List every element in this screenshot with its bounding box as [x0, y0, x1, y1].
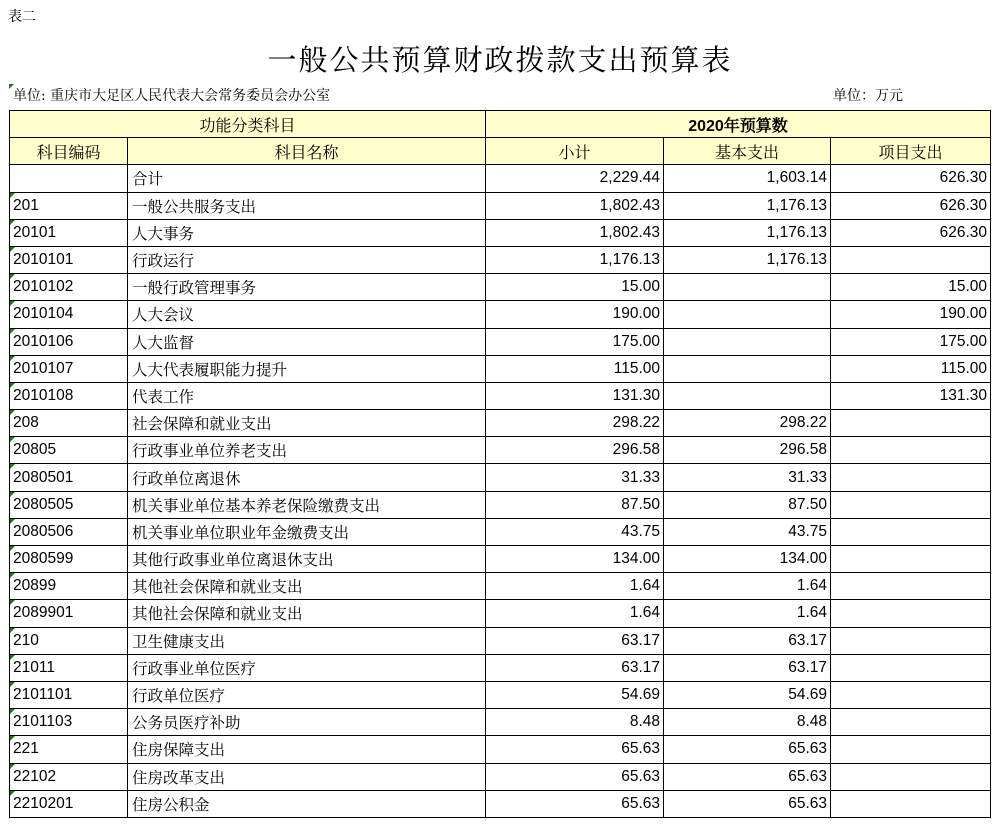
- subtotal-cell: 65.63: [486, 763, 664, 790]
- code-cell: 2080501: [10, 464, 128, 491]
- code-cell: 221: [10, 736, 128, 763]
- code-cell: 2010102: [10, 274, 128, 301]
- project-cell: [831, 410, 991, 437]
- column-header-subtotal: 小计: [486, 138, 664, 165]
- group-header-classification: 功能分类科目: [10, 111, 486, 138]
- subtotal-cell: 54.69: [486, 681, 664, 708]
- code-cell: 2210201: [10, 790, 128, 817]
- table-row: [10, 573, 991, 600]
- basic-cell: 63.17: [664, 627, 831, 654]
- project-cell: [831, 600, 991, 627]
- project-cell: [831, 246, 991, 273]
- code-cell: 2101103: [10, 709, 128, 736]
- subtotal-cell: 1.64: [486, 600, 664, 627]
- code-cell: 2089901: [10, 600, 128, 627]
- project-cell: [831, 627, 991, 654]
- name-cell: 一般行政管理事务: [128, 274, 486, 301]
- name-cell: 行政单位医疗: [128, 681, 486, 708]
- subtotal-cell: 190.00: [486, 301, 664, 328]
- table-row: [10, 246, 991, 273]
- table-row: [10, 219, 991, 246]
- project-cell: [831, 573, 991, 600]
- table-row: [10, 736, 991, 763]
- table-row: [10, 192, 991, 219]
- name-cell: 行政单位离退休: [128, 464, 486, 491]
- table-row: [10, 518, 991, 545]
- name-cell: 机关事业单位基本养老保险缴费支出: [128, 491, 486, 518]
- basic-cell: 1,176.13: [664, 192, 831, 219]
- project-cell: 190.00: [831, 301, 991, 328]
- basic-cell: 1,176.13: [664, 246, 831, 273]
- project-cell: 131.30: [831, 382, 991, 409]
- project-cell: 115.00: [831, 355, 991, 382]
- table-row: [10, 600, 991, 627]
- project-cell: [831, 709, 991, 736]
- name-cell: 人大会议: [128, 301, 486, 328]
- name-cell: 行政事业单位医疗: [128, 654, 486, 681]
- page-title: 一般公共预算财政拨款支出预算表: [267, 43, 733, 77]
- table-row: [10, 546, 991, 573]
- basic-cell: 65.63: [664, 763, 831, 790]
- basic-cell: 43.75: [664, 518, 831, 545]
- subtotal-cell: 63.17: [486, 627, 664, 654]
- project-cell: [831, 681, 991, 708]
- code-cell: 2010107: [10, 355, 128, 382]
- subtotal-cell: 15.00: [486, 274, 664, 301]
- code-cell: 2010108: [10, 382, 128, 409]
- table-row: [10, 274, 991, 301]
- subtotal-cell: 8.48: [486, 709, 664, 736]
- name-cell: 其他行政事业单位离退休支出: [128, 546, 486, 573]
- subtotal-cell: 298.22: [486, 410, 664, 437]
- column-header-basic: 基本支出: [664, 138, 831, 165]
- subtotal-cell: 1,802.43: [486, 219, 664, 246]
- code-cell: 20899: [10, 573, 128, 600]
- name-cell: 人大事务: [128, 219, 486, 246]
- code-cell: 2010106: [10, 328, 128, 355]
- basic-cell: 134.00: [664, 546, 831, 573]
- basic-cell: 8.48: [664, 709, 831, 736]
- name-cell: 公务员医疗补助: [128, 709, 486, 736]
- name-cell: 住房保障支出: [128, 736, 486, 763]
- basic-cell: 298.22: [664, 410, 831, 437]
- code-cell: 21011: [10, 654, 128, 681]
- group-header-budget-year: 2020年预算数: [486, 111, 991, 138]
- subtotal-cell: 175.00: [486, 328, 664, 355]
- basic-cell: 54.69: [664, 681, 831, 708]
- basic-cell: 65.63: [664, 736, 831, 763]
- table-row: [10, 410, 991, 437]
- project-cell: 175.00: [831, 328, 991, 355]
- code-cell: 2010101: [10, 246, 128, 273]
- code-cell: [10, 165, 128, 192]
- code-cell: 210: [10, 627, 128, 654]
- basic-cell: [664, 382, 831, 409]
- table-column-header-row: [10, 138, 991, 165]
- basic-cell: [664, 274, 831, 301]
- table-row: [10, 654, 991, 681]
- project-cell: [831, 654, 991, 681]
- column-header-name: 科目名称: [128, 138, 486, 165]
- code-cell: 22102: [10, 763, 128, 790]
- project-cell: 626.30: [831, 192, 991, 219]
- unit-organization: 单位: 重庆市大足区人民代表大会常务委员会办公室: [13, 88, 331, 104]
- name-cell: 行政运行: [128, 246, 486, 273]
- project-cell: [831, 736, 991, 763]
- project-cell: 626.30: [831, 219, 991, 246]
- name-cell: 其他社会保障和就业支出: [128, 600, 486, 627]
- subtotal-cell: 1.64: [486, 573, 664, 600]
- basic-cell: 1,176.13: [664, 219, 831, 246]
- name-cell: 社会保障和就业支出: [128, 410, 486, 437]
- table-row: [10, 165, 991, 192]
- code-cell: 2080506: [10, 518, 128, 545]
- subtotal-cell: 65.63: [486, 736, 664, 763]
- table-row: [10, 437, 991, 464]
- budget-table: [9, 110, 991, 818]
- subtotal-cell: 65.63: [486, 790, 664, 817]
- name-cell: 代表工作: [128, 382, 486, 409]
- table-row: [10, 763, 991, 790]
- name-cell: 人大代表履职能力提升: [128, 355, 486, 382]
- basic-cell: 65.63: [664, 790, 831, 817]
- name-cell: 合计: [128, 165, 486, 192]
- name-cell: 住房公积金: [128, 790, 486, 817]
- name-cell: 机关事业单位职业年金缴费支出: [128, 518, 486, 545]
- subtotal-cell: 43.75: [486, 518, 664, 545]
- code-cell: 20805: [10, 437, 128, 464]
- table-row: [10, 790, 991, 817]
- basic-cell: 31.33: [664, 464, 831, 491]
- project-cell: [831, 518, 991, 545]
- project-cell: [831, 790, 991, 817]
- project-cell: [831, 437, 991, 464]
- name-cell: 住房改革支出: [128, 763, 486, 790]
- table-group-header-row: [10, 111, 991, 138]
- name-cell: 人大监督: [128, 328, 486, 355]
- basic-cell: 63.17: [664, 654, 831, 681]
- table-row: [10, 709, 991, 736]
- unit-currency: 单位：万元: [833, 88, 903, 104]
- subtotal-cell: 115.00: [486, 355, 664, 382]
- subtotal-cell: 87.50: [486, 491, 664, 518]
- table-row: [10, 301, 991, 328]
- subtotal-cell: 1,802.43: [486, 192, 664, 219]
- name-cell: 卫生健康支出: [128, 627, 486, 654]
- subtotal-cell: 63.17: [486, 654, 664, 681]
- subtotal-cell: 31.33: [486, 464, 664, 491]
- table-row: [10, 491, 991, 518]
- table-row: [10, 627, 991, 654]
- code-cell: 201: [10, 192, 128, 219]
- name-cell: 行政事业单位养老支出: [128, 437, 486, 464]
- subtotal-cell: 1,176.13: [486, 246, 664, 273]
- basic-cell: 1,603.14: [664, 165, 831, 192]
- project-cell: [831, 763, 991, 790]
- table-row: [10, 382, 991, 409]
- name-cell: 其他社会保障和就业支出: [128, 573, 486, 600]
- basic-cell: 296.58: [664, 437, 831, 464]
- subtotal-cell: 2,229.44: [486, 165, 664, 192]
- subtotal-cell: 296.58: [486, 437, 664, 464]
- project-cell: 15.00: [831, 274, 991, 301]
- project-cell: 626.30: [831, 165, 991, 192]
- project-cell: [831, 491, 991, 518]
- column-header-code: 科目编码: [10, 138, 128, 165]
- project-cell: [831, 546, 991, 573]
- code-cell: 2080599: [10, 546, 128, 573]
- code-cell: 2101101: [10, 681, 128, 708]
- basic-cell: 1.64: [664, 573, 831, 600]
- table-row: [10, 464, 991, 491]
- column-header-project: 项目支出: [831, 138, 991, 165]
- code-cell: 208: [10, 410, 128, 437]
- basic-cell: [664, 301, 831, 328]
- table-row: [10, 681, 991, 708]
- basic-cell: [664, 355, 831, 382]
- subtotal-cell: 134.00: [486, 546, 664, 573]
- basic-cell: [664, 328, 831, 355]
- table-row: [10, 355, 991, 382]
- basic-cell: 87.50: [664, 491, 831, 518]
- name-cell: 一般公共服务支出: [128, 192, 486, 219]
- project-cell: [831, 464, 991, 491]
- subtotal-cell: 131.30: [486, 382, 664, 409]
- basic-cell: 1.64: [664, 600, 831, 627]
- code-cell: 2080505: [10, 491, 128, 518]
- code-cell: 20101: [10, 219, 128, 246]
- table-row: [10, 328, 991, 355]
- table-label: 表二: [8, 9, 36, 25]
- code-cell: 2010104: [10, 301, 128, 328]
